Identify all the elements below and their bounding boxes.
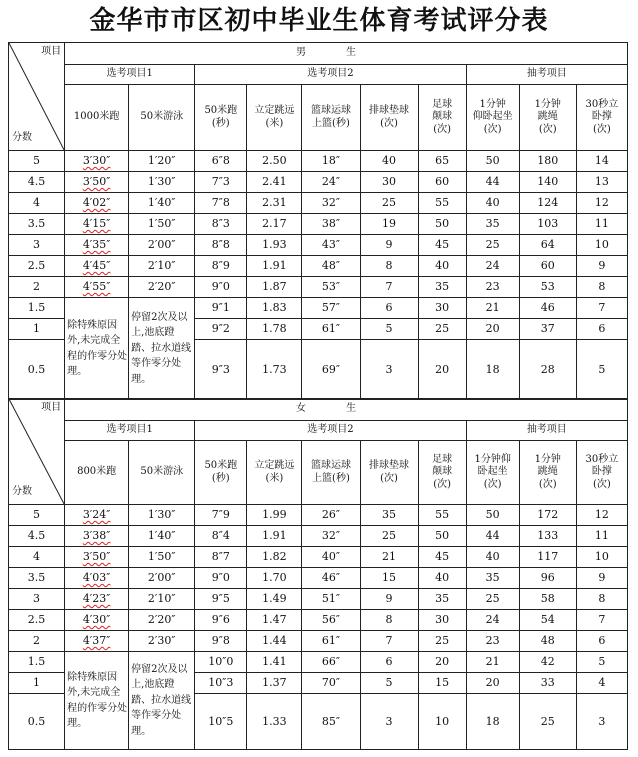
table-row <box>9 568 628 589</box>
basket-cell: 40″ <box>302 547 360 568</box>
rope-cell: 172 <box>519 505 576 526</box>
table-row <box>9 631 628 652</box>
score-cell: 3 <box>9 589 65 610</box>
soccer-cell: 50 <box>418 214 466 235</box>
volley-cell: 25 <box>360 526 418 547</box>
jump-cell: 1.44 <box>247 631 302 652</box>
basket-cell: 56″ <box>302 610 360 631</box>
volley-cell: 6 <box>360 652 418 673</box>
group-random: 抽考项目 <box>466 421 627 441</box>
swim-time-cell: 2′00″ <box>129 235 195 256</box>
dash-cell: 8″9 <box>195 256 247 277</box>
swim-time-cell: 2′20″ <box>129 610 195 631</box>
run-time-value: 4′37″ <box>82 634 111 648</box>
pushup-cell: 8 <box>576 589 627 610</box>
jump-cell: 1.99 <box>247 505 302 526</box>
volley-cell: 9 <box>360 589 418 610</box>
rope-cell: 103 <box>519 214 576 235</box>
volley-cell: 6 <box>360 298 418 319</box>
rope-cell: 48 <box>519 631 576 652</box>
group-elective-2: 选考项目2 <box>195 65 466 85</box>
swim-time-cell: 1′50″ <box>129 547 195 568</box>
basket-cell: 61″ <box>302 631 360 652</box>
situp-cell: 44 <box>466 526 519 547</box>
score-cell: 4 <box>9 547 65 568</box>
jump-cell: 1.78 <box>247 319 302 340</box>
volley-cell: 8 <box>360 610 418 631</box>
group-random: 抽考项目 <box>466 65 627 85</box>
dash-cell: 8″8 <box>195 235 247 256</box>
run-time-value: 3′50″ <box>82 175 111 189</box>
run-time-cell <box>65 610 129 631</box>
rope-cell: 42 <box>519 652 576 673</box>
rope-cell: 37 <box>519 319 576 340</box>
corner-label-score: 分数 <box>12 131 32 143</box>
swim-time-cell: 1′40″ <box>129 526 195 547</box>
run-time-cell <box>65 193 129 214</box>
rope-cell: 96 <box>519 568 576 589</box>
pushup-cell: 10 <box>576 547 627 568</box>
dash-cell: 8″7 <box>195 547 247 568</box>
swim-time-cell: 1′40″ <box>129 193 195 214</box>
basket-cell: 57″ <box>302 298 360 319</box>
soccer-cell: 50 <box>418 526 466 547</box>
corner-label-item: 项目 <box>41 402 62 413</box>
basket-cell: 51″ <box>302 589 360 610</box>
jump-cell: 1.41 <box>247 652 302 673</box>
score-cell: 3 <box>9 235 65 256</box>
col-situp: 1分钟仰 卧起坐 (次) <box>466 441 519 505</box>
dash-cell: 8″4 <box>195 526 247 547</box>
run-time-value: 4′15″ <box>82 217 111 231</box>
run-note: 除特殊原因外,未完成全程的作零分处理。 <box>65 298 129 400</box>
score-cell: 1.5 <box>9 652 65 673</box>
pushup-cell: 14 <box>576 151 627 172</box>
dash-cell: 9″5 <box>195 589 247 610</box>
rope-cell: 46 <box>519 298 576 319</box>
run-time-cell <box>65 505 129 526</box>
gender-header: 女生 <box>65 399 628 421</box>
corner-label-item: 项目 <box>41 46 62 57</box>
dash-cell: 7″3 <box>195 172 247 193</box>
pushup-cell: 7 <box>576 298 627 319</box>
soccer-cell: 45 <box>418 547 466 568</box>
score-cell: 0.5 <box>9 340 65 400</box>
volley-cell: 3 <box>360 340 418 400</box>
col-dash: 50米跑 (秒) <box>195 441 247 505</box>
soccer-cell: 30 <box>418 610 466 631</box>
col-run: 800米跑 <box>65 441 129 505</box>
table-row <box>9 193 628 214</box>
run-time-value: 4′35″ <box>82 238 111 252</box>
corner-header-cell <box>9 43 65 151</box>
run-note: 除特殊原因外,未完成全程的作零分处理。 <box>65 652 129 750</box>
volley-cell: 9 <box>360 235 418 256</box>
header-row-groups <box>9 421 628 441</box>
basket-cell: 38″ <box>302 214 360 235</box>
dash-cell: 6″8 <box>195 151 247 172</box>
swim-note: 停留2次及以上,池底蹬踏、拉水道线等作零分处理。 <box>129 298 195 400</box>
dash-cell: 9″0 <box>195 568 247 589</box>
soccer-cell: 15 <box>418 673 466 694</box>
table-row <box>9 505 628 526</box>
score-cell: 2 <box>9 277 65 298</box>
volley-cell: 3 <box>360 694 418 750</box>
rope-cell: 140 <box>519 172 576 193</box>
basket-cell: 43″ <box>302 235 360 256</box>
swim-time-cell: 1′30″ <box>129 172 195 193</box>
table-row <box>9 277 628 298</box>
score-cell: 2.5 <box>9 256 65 277</box>
run-time-value: 4′55″ <box>82 280 111 294</box>
basket-cell: 26″ <box>302 505 360 526</box>
score-cell: 1 <box>9 319 65 340</box>
soccer-cell: 20 <box>418 652 466 673</box>
run-time-cell <box>65 547 129 568</box>
basket-cell: 61″ <box>302 319 360 340</box>
soccer-cell: 30 <box>418 298 466 319</box>
run-time-value: 4′03″ <box>82 571 111 585</box>
jump-cell: 1.37 <box>247 673 302 694</box>
col-soccer: 足球 颠球 (次) <box>418 441 466 505</box>
run-time-cell <box>65 589 129 610</box>
pushup-cell: 12 <box>576 505 627 526</box>
rope-cell: 60 <box>519 256 576 277</box>
table-row <box>9 256 628 277</box>
run-time-value: 3′50″ <box>82 550 111 564</box>
soccer-cell: 35 <box>418 277 466 298</box>
basket-cell: 70″ <box>302 673 360 694</box>
table-row <box>9 172 628 193</box>
run-time-value: 3′30″ <box>82 154 111 168</box>
run-time-cell <box>65 631 129 652</box>
pushup-cell: 3 <box>576 694 627 750</box>
rope-cell: 25 <box>519 694 576 750</box>
score-cell: 1.5 <box>9 298 65 319</box>
rope-cell: 28 <box>519 340 576 400</box>
dash-cell: 7″9 <box>195 505 247 526</box>
swim-note: 停留2次及以上,池底蹬踏、拉水道线等作零分处理。 <box>129 652 195 750</box>
situp-cell: 23 <box>466 277 519 298</box>
header-row-groups <box>9 65 628 85</box>
col-jump-rope: 1分钟 跳绳 (次) <box>519 85 576 151</box>
basket-cell: 18″ <box>302 151 360 172</box>
col-soccer: 足球 颠球 (次) <box>418 85 466 151</box>
soccer-cell: 40 <box>418 256 466 277</box>
situp-cell: 40 <box>466 547 519 568</box>
table-row <box>9 526 628 547</box>
rope-cell: 33 <box>519 673 576 694</box>
jump-cell: 1.83 <box>247 298 302 319</box>
volley-cell: 25 <box>360 193 418 214</box>
run-time-value: 4′23″ <box>82 592 111 606</box>
situp-cell: 35 <box>466 214 519 235</box>
basket-cell: 24″ <box>302 172 360 193</box>
pushup-cell: 8 <box>576 277 627 298</box>
volley-cell: 30 <box>360 172 418 193</box>
jump-cell: 1.91 <box>247 256 302 277</box>
pushup-cell: 9 <box>576 256 627 277</box>
basket-cell: 32″ <box>302 526 360 547</box>
dash-cell: 9″0 <box>195 277 247 298</box>
basket-cell: 48″ <box>302 256 360 277</box>
score-cell: 4 <box>9 193 65 214</box>
soccer-cell: 45 <box>418 235 466 256</box>
pushup-cell: 10 <box>576 235 627 256</box>
score-cell: 4.5 <box>9 172 65 193</box>
group-elective-1: 选考项目1 <box>65 65 195 85</box>
dash-cell: 9″8 <box>195 631 247 652</box>
soccer-cell: 55 <box>418 193 466 214</box>
volley-cell: 8 <box>360 256 418 277</box>
run-time-value: 4′30″ <box>82 613 111 627</box>
situp-cell: 21 <box>466 652 519 673</box>
jump-cell: 1.93 <box>247 235 302 256</box>
soccer-cell: 60 <box>418 172 466 193</box>
female-score-table <box>8 398 628 750</box>
rope-cell: 124 <box>519 193 576 214</box>
swim-time-cell: 1′30″ <box>129 505 195 526</box>
dash-cell: 9″1 <box>195 298 247 319</box>
dash-cell: 7″8 <box>195 193 247 214</box>
swim-time-cell: 2′10″ <box>129 589 195 610</box>
header-row-columns <box>9 85 628 151</box>
page-title: 金华市市区初中毕业生体育考试评分表 <box>89 6 549 36</box>
basket-cell: 32″ <box>302 193 360 214</box>
score-cell: 1 <box>9 673 65 694</box>
pushup-cell: 5 <box>576 652 627 673</box>
col-basketball: 篮球运球 上篮(秒) <box>302 441 360 505</box>
jump-cell: 1.91 <box>247 526 302 547</box>
jump-cell: 1.70 <box>247 568 302 589</box>
volley-cell: 5 <box>360 319 418 340</box>
pushup-cell: 7 <box>576 610 627 631</box>
col-jump: 立定跳远 (米) <box>247 441 302 505</box>
situp-cell: 23 <box>466 631 519 652</box>
pushup-cell: 12 <box>576 193 627 214</box>
run-time-value: 3′38″ <box>82 529 111 543</box>
col-volleyball: 排球垫球 (次) <box>360 441 418 505</box>
volley-cell: 5 <box>360 673 418 694</box>
col-pushup: 30秒立 卧撑 (次) <box>576 441 627 505</box>
rope-cell: 54 <box>519 610 576 631</box>
soccer-cell: 10 <box>418 694 466 750</box>
dash-cell: 8″3 <box>195 214 247 235</box>
rope-cell: 180 <box>519 151 576 172</box>
jump-cell: 1.87 <box>247 277 302 298</box>
header-row-columns <box>9 441 628 505</box>
table-row <box>9 589 628 610</box>
jump-cell: 1.47 <box>247 610 302 631</box>
soccer-cell: 35 <box>418 589 466 610</box>
swim-time-cell: 1′50″ <box>129 214 195 235</box>
soccer-cell: 65 <box>418 151 466 172</box>
run-time-cell <box>65 214 129 235</box>
score-cell: 3.5 <box>9 214 65 235</box>
run-time-cell <box>65 172 129 193</box>
volley-cell: 21 <box>360 547 418 568</box>
col-pushup: 30秒立 卧撑 (次) <box>576 85 627 151</box>
situp-cell: 20 <box>466 673 519 694</box>
table-row <box>9 214 628 235</box>
soccer-cell: 55 <box>418 505 466 526</box>
table-row <box>9 298 628 319</box>
basket-cell: 69″ <box>302 340 360 400</box>
situp-cell: 44 <box>466 172 519 193</box>
swim-time-cell: 2′00″ <box>129 568 195 589</box>
situp-cell: 35 <box>466 568 519 589</box>
swim-time-cell: 2′10″ <box>129 256 195 277</box>
situp-cell: 25 <box>466 235 519 256</box>
volley-cell: 15 <box>360 568 418 589</box>
soccer-cell: 40 <box>418 568 466 589</box>
rope-cell: 117 <box>519 547 576 568</box>
gender-header: 男生 <box>65 43 628 65</box>
score-cell: 0.5 <box>9 694 65 750</box>
jump-cell: 1.82 <box>247 547 302 568</box>
pushup-cell: 6 <box>576 631 627 652</box>
dash-cell: 10″3 <box>195 673 247 694</box>
pushup-cell: 11 <box>576 526 627 547</box>
dash-cell: 10″5 <box>195 694 247 750</box>
table-row <box>9 652 628 673</box>
basket-cell: 85″ <box>302 694 360 750</box>
situp-cell: 40 <box>466 193 519 214</box>
jump-cell: 2.50 <box>247 151 302 172</box>
run-time-value: 4′02″ <box>82 196 111 210</box>
situp-cell: 50 <box>466 151 519 172</box>
col-dash: 50米跑 (秒) <box>195 85 247 151</box>
col-swim: 50米游泳 <box>129 85 195 151</box>
corner-label-score: 分数 <box>12 485 32 497</box>
run-time-cell <box>65 568 129 589</box>
basket-cell: 66″ <box>302 652 360 673</box>
pushup-cell: 5 <box>576 340 627 400</box>
header-row-gender <box>9 43 628 65</box>
soccer-cell: 20 <box>418 340 466 400</box>
soccer-cell: 25 <box>418 319 466 340</box>
jump-cell: 2.41 <box>247 172 302 193</box>
col-swim: 50米游泳 <box>129 441 195 505</box>
volley-cell: 7 <box>360 277 418 298</box>
rope-cell: 53 <box>519 277 576 298</box>
swim-time-cell: 1′20″ <box>129 151 195 172</box>
rope-cell: 133 <box>519 526 576 547</box>
swim-time-cell: 2′20″ <box>129 277 195 298</box>
score-cell: 2 <box>9 631 65 652</box>
pushup-cell: 6 <box>576 319 627 340</box>
col-run: 1000米跑 <box>65 85 129 151</box>
basket-cell: 46″ <box>302 568 360 589</box>
col-jump: 立定跳远 (米) <box>247 85 302 151</box>
run-time-value: 3′24″ <box>82 508 111 522</box>
table-row <box>9 151 628 172</box>
pushup-cell: 4 <box>576 673 627 694</box>
header-row-gender <box>9 399 628 421</box>
corner-header-cell <box>9 399 65 505</box>
volley-cell: 40 <box>360 151 418 172</box>
pushup-cell: 11 <box>576 214 627 235</box>
run-time-cell <box>65 151 129 172</box>
pushup-cell: 9 <box>576 568 627 589</box>
run-time-cell <box>65 526 129 547</box>
male-score-table <box>8 42 628 400</box>
dash-cell: 9″6 <box>195 610 247 631</box>
run-time-cell <box>65 256 129 277</box>
jump-cell: 1.33 <box>247 694 302 750</box>
score-cell: 3.5 <box>9 568 65 589</box>
situp-cell: 24 <box>466 256 519 277</box>
soccer-cell: 25 <box>418 631 466 652</box>
situp-cell: 50 <box>466 505 519 526</box>
basket-cell: 53″ <box>302 277 360 298</box>
jump-cell: 2.17 <box>247 214 302 235</box>
dash-cell: 9″3 <box>195 340 247 400</box>
volley-cell: 19 <box>360 214 418 235</box>
situp-cell: 25 <box>466 589 519 610</box>
table-row <box>9 235 628 256</box>
run-time-cell <box>65 235 129 256</box>
situp-cell: 20 <box>466 319 519 340</box>
situp-cell: 24 <box>466 610 519 631</box>
volley-cell: 7 <box>360 631 418 652</box>
group-elective-1: 选考项目1 <box>65 421 195 441</box>
col-volleyball: 排球垫球 (次) <box>360 85 418 151</box>
volley-cell: 35 <box>360 505 418 526</box>
swim-time-cell: 2′30″ <box>129 631 195 652</box>
pushup-cell: 13 <box>576 172 627 193</box>
dash-cell: 10″0 <box>195 652 247 673</box>
rope-cell: 64 <box>519 235 576 256</box>
jump-cell: 1.49 <box>247 589 302 610</box>
jump-cell: 1.73 <box>247 340 302 400</box>
situp-cell: 18 <box>466 694 519 750</box>
col-situp: 1分钟 仰卧起坐 (次) <box>466 85 519 151</box>
run-time-value: 4′45″ <box>82 259 111 273</box>
situp-cell: 18 <box>466 340 519 400</box>
table-row <box>9 610 628 631</box>
dash-cell: 9″2 <box>195 319 247 340</box>
col-basketball: 篮球运球 上篮(秒) <box>302 85 360 151</box>
score-cell: 4.5 <box>9 526 65 547</box>
group-elective-2: 选考项目2 <box>195 421 466 441</box>
run-time-cell <box>65 277 129 298</box>
score-cell: 2.5 <box>9 610 65 631</box>
situp-cell: 21 <box>466 298 519 319</box>
jump-cell: 2.31 <box>247 193 302 214</box>
score-cell: 5 <box>9 151 65 172</box>
table-row <box>9 547 628 568</box>
score-cell: 5 <box>9 505 65 526</box>
rope-cell: 58 <box>519 589 576 610</box>
col-jump-rope: 1分钟 跳绳 (次) <box>519 441 576 505</box>
